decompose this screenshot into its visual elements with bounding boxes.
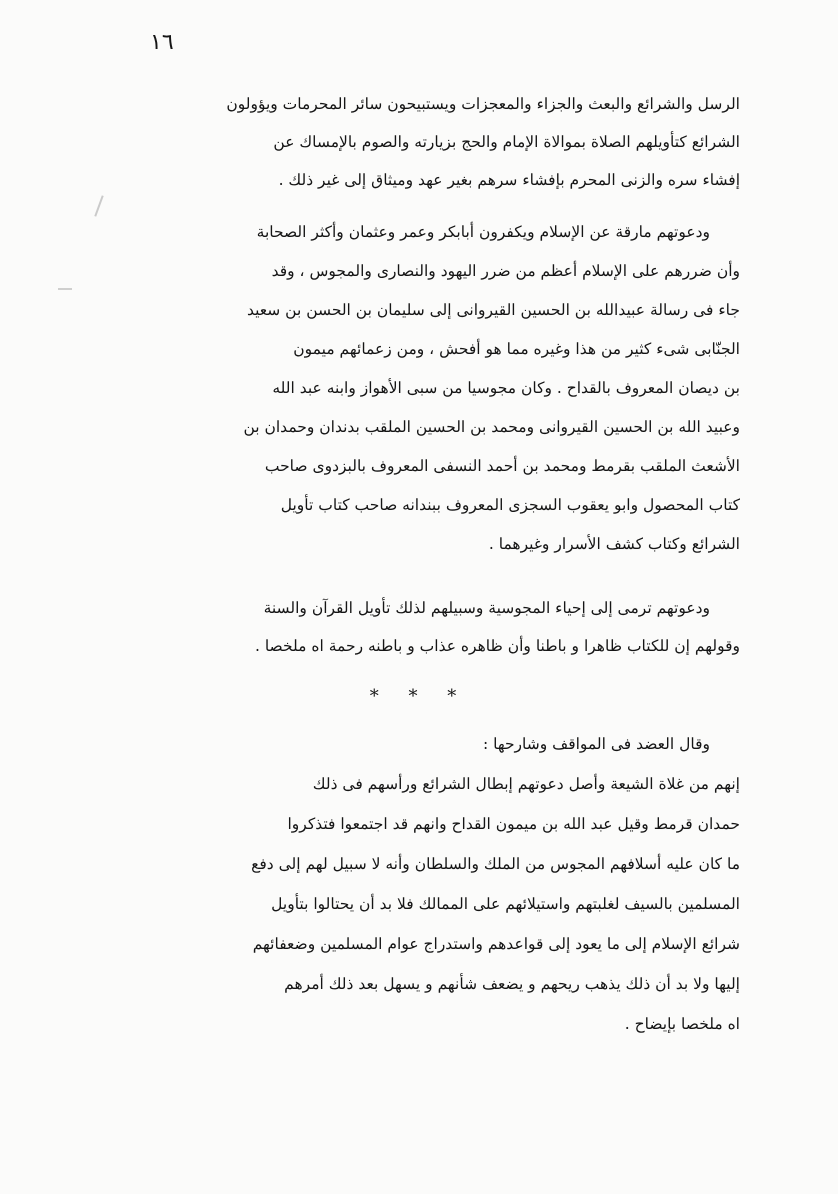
text-line: إنهم من غلاة الشيعة وأصل دعوتهم إبطال الشرائع ورأسهم فى ذلك bbox=[312, 775, 740, 793]
text-line: ودعوتهم مارقة عن الإسلام ويكفرون أبابكر وعمر وعثمان وأكثر الصحابة bbox=[256, 223, 710, 241]
text-line: وقال العضد فى المواقف وشارحها : bbox=[482, 735, 710, 753]
paragraph-3 bbox=[95, 596, 740, 666]
text-line: وقولهم إن للكتاب ظاهرا و باطنا وأن ظاهره عذاب و باطنه رحمة اه ملخصا . bbox=[254, 637, 740, 655]
page-number: ١٦ bbox=[150, 30, 174, 55]
text-line: إفشاء سره والزنى المحرم بإفشاء سرهم بغير عهد وميثاق إلى غير ذلك . bbox=[278, 171, 740, 189]
scan-mark bbox=[58, 288, 72, 290]
section-separator: * * * bbox=[369, 686, 469, 707]
text-line: ما كان عليه أسلافهم المجوس من الملك والسلطان وأنه لا سبيل لهم إلى دفع bbox=[251, 855, 740, 873]
text-line: بن ديصان المعروف بالقداح . وكان مجوسيا من سبى الأهواز وابنه عبد الله bbox=[272, 379, 740, 397]
text-line: الشرائع كتأويلهم الصلاة بموالاة الإمام والحج بزيارته والصوم بالإمساك عن bbox=[273, 133, 740, 151]
text-line: وأن ضررهم على الإسلام أعظم من ضرر اليهود والنصارى والمجوس ، وقد bbox=[271, 262, 740, 280]
text-line: الأشعث الملقب بقرمط ومحمد بن أحمد النسفى المعروف بالبزدوى صاحب bbox=[264, 457, 740, 475]
paragraph-1 bbox=[95, 92, 740, 202]
text-line: ودعوتهم ترمى إلى إحياء المجوسية وسبيلهم لذلك تأويل القرآن والسنة bbox=[263, 599, 710, 617]
paragraph-4 bbox=[95, 732, 740, 1062]
text-line: إليها ولا بد أن ذلك يذهب ريحهم و يضعف شأنهم و يسهل بعد ذلك أمرهم bbox=[284, 975, 740, 993]
text-line: اه ملخصا بإيضاح . bbox=[624, 1015, 740, 1033]
paragraph-2 bbox=[95, 220, 740, 580]
text-line: المسلمين بالسيف لغلبتهم واستيلائهم على الممالك فلا بد أن يحتالوا بتأويل bbox=[271, 895, 740, 913]
text-line: حمدان قرمط وقيل عبد الله بن ميمون القداح وانهم قد اجتمعوا فتذكروا bbox=[287, 815, 740, 833]
text-line: الرسل والشرائع والبعث والجزاء والمعجزات ويستبيحون سائر المحرمات ويؤولون bbox=[226, 95, 740, 113]
text-line: جاء فى رسالة عبيدالله بن الحسين القيروانى إلى سليمان بن الحسن بن سعيد bbox=[246, 301, 740, 319]
text-line: الجنّابى شىء كثير من هذا وغيره مما هو أفحش ، ومن زعمائهم ميمون bbox=[293, 340, 740, 358]
text-line: كتاب المحصول وابو يعقوب السجزى المعروف ببندانه صاحب كتاب تأويل bbox=[280, 496, 740, 514]
text-line: الشرائع وكتاب كشف الأسرار وغيرهما . bbox=[488, 535, 740, 553]
text-line: شرائع الإسلام إلى ما يعود إلى قواعدهم واستدراج عوام المسلمين وضعفائهم bbox=[252, 935, 740, 953]
text-line: وعبيد الله بن الحسين القيروانى ومحمد بن الحسين الملقب بدندان وحمدان بن bbox=[243, 418, 740, 436]
